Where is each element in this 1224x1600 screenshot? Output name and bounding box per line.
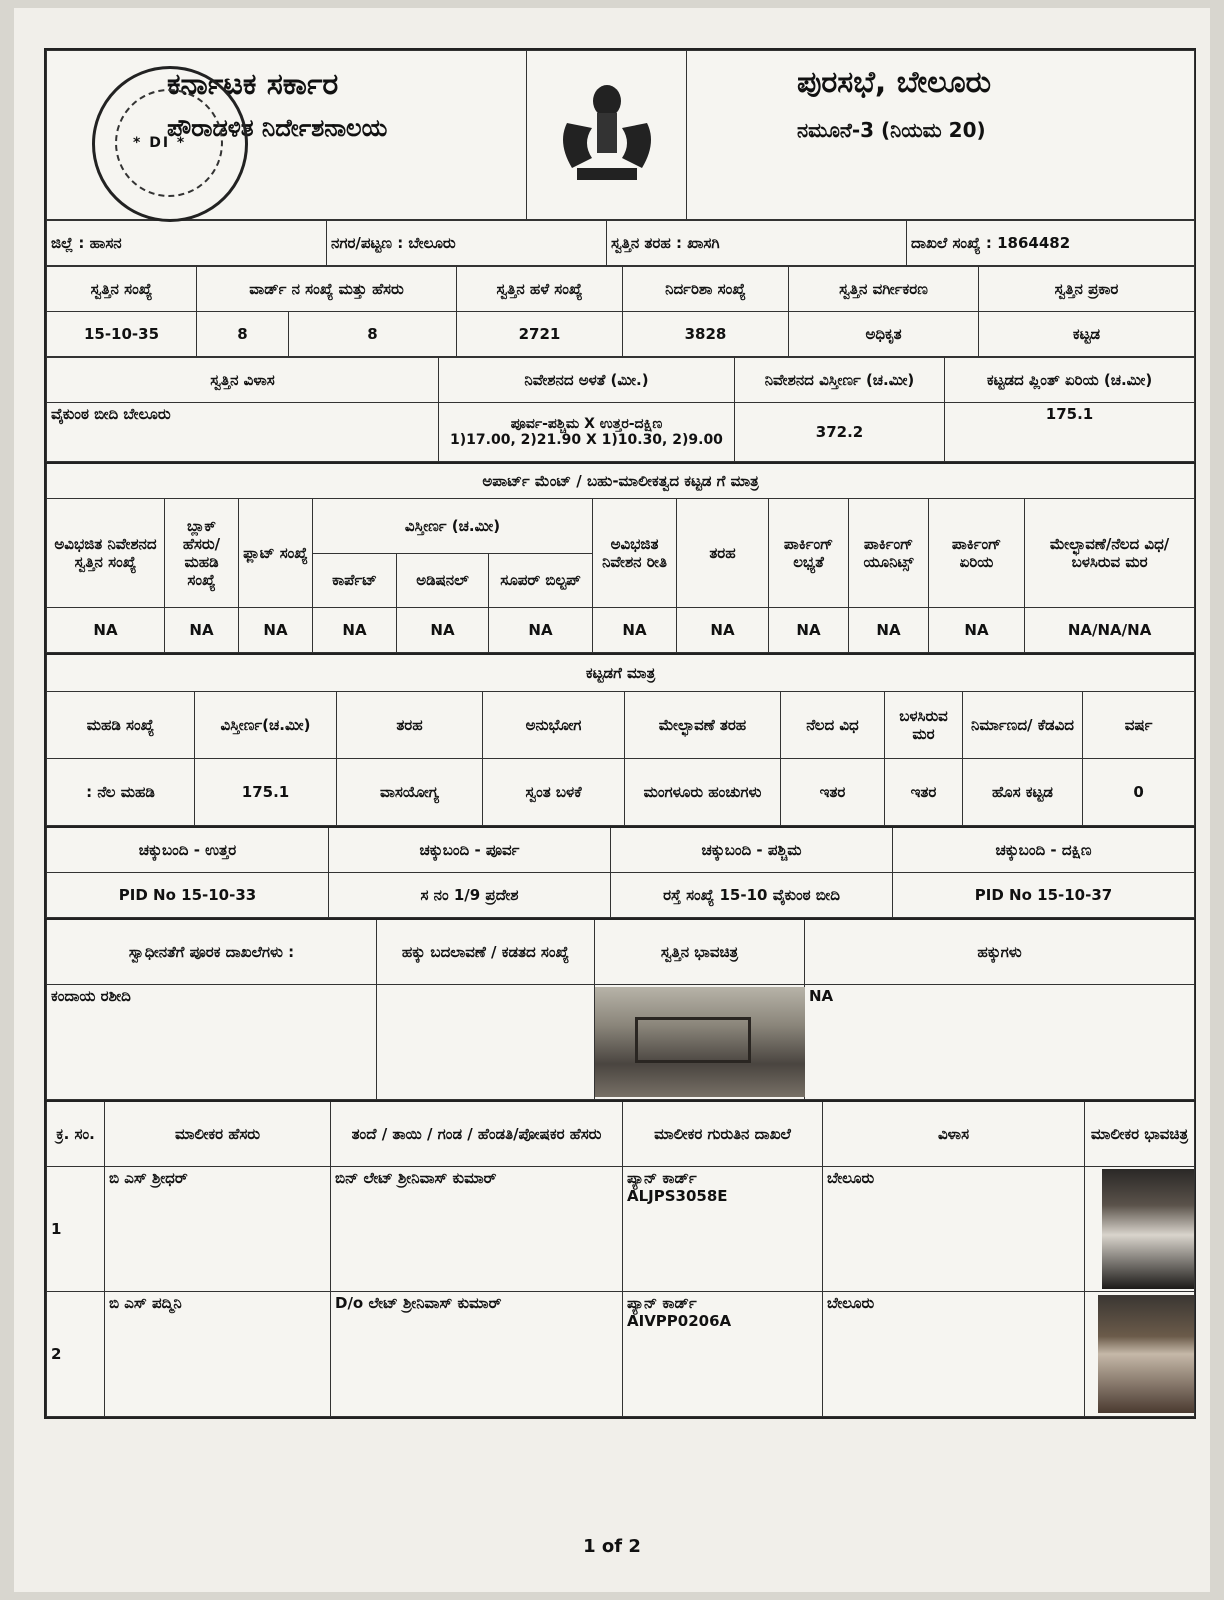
header-old-no: ಸ್ವತ್ತಿನ ಹಳೆ ಸಂಖ್ಯೆ xyxy=(457,267,623,312)
ward-no: 8 xyxy=(197,312,289,357)
owner-name: ಬಿ ಎಸ್ ಶ್ರೀಧರ್ xyxy=(105,1167,331,1292)
header-wood: ಬಳಸಿರುವ ಮರ xyxy=(885,692,963,759)
header-classification: ಸ್ವತ್ತಿನ ವರ್ಗೀಕರಣ xyxy=(789,267,979,312)
owner-photo-cell xyxy=(1085,1167,1195,1292)
office-seal-stamp xyxy=(92,66,248,222)
apartment-value: NA xyxy=(593,608,677,653)
supporting-doc-value: ಕಂದಾಯ ರಶೀದಿ xyxy=(47,985,377,1100)
building-type-value: ವಾಸಯೋಗ್ಯ xyxy=(337,759,483,826)
municipality-title: ಪುರಸಭೆ, ಬೇಲೂರು xyxy=(797,65,992,100)
property-photo xyxy=(595,987,805,1097)
header-parking-availability: ಪಾರ್ಕಿಂಗ್ ಲಭ್ಯತೆ xyxy=(769,499,849,608)
usage-value: ಸ್ವಂತ ಬಳಕೆ xyxy=(483,759,625,826)
directorate-title: ಪೌರಾಡಳಿತ ನಿರ್ದೇಶನಾಲಯ xyxy=(167,114,388,142)
document-page xyxy=(14,8,1210,1592)
form-name: ನಮೂನೆ-3 (ನಿಯಮ 20) xyxy=(797,118,986,142)
property-no: 15-10-35 xyxy=(47,312,197,357)
building-area-value: 175.1 xyxy=(195,759,337,826)
apartment-value: NA xyxy=(239,608,313,653)
header-roof-floor-wood: ಮೇಲ್ಛಾವಣೆ/ನೆಲದ ವಿಧ/ಬಳಸಿರುವ ಮರ xyxy=(1025,499,1195,608)
header-property-kind: ಸ್ವತ್ತಿನ ಪ್ರಕಾರ xyxy=(979,267,1195,312)
owner-photo-cell xyxy=(1085,1292,1195,1417)
dimensions-cell xyxy=(439,403,735,462)
header-plinth-area: ಕಟ್ಟಡದ ಪ್ಲಿಂತ್ ಏರಿಯ (ಚ.ಮೀ) xyxy=(945,358,1195,403)
header-floor-type: ನೆಲದ ವಿಧ xyxy=(781,692,885,759)
owner-address: ಬೇಲೂರು xyxy=(823,1292,1085,1417)
dimension-value: 1)17.00, 2)21.90 X 1)10.30, 2)9.00 xyxy=(450,432,723,448)
apartment-title: ಅಪಾರ್ಟ್ ಮೆಂಟ್ / ಬಹು-ಮಾಲೀಕತ್ವದ ಕಟ್ಟಡ ಗೆ ಮಾತ್ರ xyxy=(47,463,1195,499)
owner-id-cell xyxy=(623,1167,823,1292)
header-relation: ತಂದೆ / ತಾಯಿ / ಗಂಡ / ಹೆಂಡತಿ/ಪೋಷಕರ ಹೆಸರು xyxy=(331,1101,623,1167)
owner-id-cell xyxy=(623,1292,823,1417)
page-number: 1 of 2 xyxy=(583,1536,641,1557)
site-area: 372.2 xyxy=(735,403,945,462)
ward-name: 8 xyxy=(289,312,457,357)
header-parking-units: ಪಾರ್ಕಿಂಗ್ ಯೂನಿಟ್ಸ್ xyxy=(849,499,929,608)
owner-address: ಬೇಲೂರು xyxy=(823,1167,1085,1292)
header-construction: ನಿರ್ಮಾಣದ/ ಕೆಡವಿದ xyxy=(963,692,1083,759)
district: ಜಿಲ್ಲೆ : ಹಾಸನ xyxy=(47,221,327,266)
header-floor: ಮಹಡಿ ಸಂಖ್ಯೆ xyxy=(47,692,195,759)
boundaries-table xyxy=(46,826,1195,918)
header-flat: ಫ್ಲಾಟ್ ಸಂಖ್ಯೆ xyxy=(239,499,313,608)
apartment-value: NA xyxy=(769,608,849,653)
apartment-value: NA xyxy=(47,608,165,653)
owner-id-type: ಪ್ಯಾನ್ ಕಾರ್ಡ್ xyxy=(627,1169,697,1187)
header-mutation-no: ಹಕ್ಕು ಬದಲಾವಣೆ / ಕಡತದ ಸಂಖ್ಯೆ xyxy=(377,919,595,985)
classification: ಅಧಿಕೃತ xyxy=(789,312,979,357)
floor-value: : ನೆಲ ಮಹಡಿ xyxy=(47,759,195,826)
address-value: ವೈಕುಂಠ ಬೀದಿ ಬೇಲೂರು xyxy=(47,403,439,462)
header-boundary-north: ಚಕ್ಕುಬಂದಿ - ಉತ್ತರ xyxy=(47,827,329,873)
assessment-no: 3828 xyxy=(623,312,789,357)
property-table xyxy=(46,266,1195,357)
entry-number: ದಾಖಲೆ ಸಂಖ್ಯೆ : 1864482 xyxy=(907,221,1195,266)
old-no: 2721 xyxy=(457,312,623,357)
header-property-photo: ಸ್ವತ್ತಿನ ಭಾವಚಿತ್ರ xyxy=(595,919,805,985)
header-boundary-west: ಚಕ್ಕುಬಂದಿ - ಪಶ್ಚಿಮ xyxy=(611,827,893,873)
boundary-south: PID No 15-10-37 xyxy=(893,873,1195,918)
header-owner-photo: ಮಾಲೀಕರ ಭಾವಚಿತ್ರ xyxy=(1085,1101,1195,1167)
owner-photo xyxy=(1102,1169,1194,1289)
table-row xyxy=(47,1292,1195,1417)
header-year: ವರ್ಷ xyxy=(1083,692,1195,759)
header-property-no: ಸ್ವತ್ತಿನ ಸಂಖ್ಯೆ xyxy=(47,267,197,312)
owners-table xyxy=(46,1100,1195,1417)
header-roof-type: ಮೇಲ್ಛಾವಣೆ ತರಹ xyxy=(625,692,781,759)
owner-id-number: ALJPS3058E xyxy=(627,1187,728,1205)
header-dimensions: ನಿವೇಶನದ ಅಳತೆ (ಮೀ.) xyxy=(439,358,735,403)
header-share: ಅವಿಭಜಿತ ನಿವೇಶನ ರೀತಿ xyxy=(593,499,677,608)
header-site-area: ನಿವೇಶನದ ವಿಸ್ತೀರ್ಣ (ಚ.ಮೀ) xyxy=(735,358,945,403)
state-emblem-icon xyxy=(547,73,667,193)
roof-type-value: ಮಂಗಳೂರು ಹಂಚುಗಳು xyxy=(625,759,781,826)
header-ward: ವಾರ್ಡ್ ನ ಸಂಖ್ಯೆ ಮತ್ತು ಹೆಸರು xyxy=(197,267,457,312)
owner-sno: 1 xyxy=(47,1167,105,1292)
owner-id-type: ಪ್ಯಾನ್ ಕಾರ್ಡ್ xyxy=(627,1294,697,1312)
boundary-north: PID No 15-10-33 xyxy=(47,873,329,918)
apartment-value: NA xyxy=(165,608,239,653)
floor-type-value: ಇತರ xyxy=(781,759,885,826)
owner-id-number: AIVPP0206A xyxy=(627,1312,732,1330)
header-sno: ಕ್ರ. ಸಂ. xyxy=(47,1101,105,1167)
owner-photo xyxy=(1098,1295,1194,1413)
owner-sno: 2 xyxy=(47,1292,105,1417)
header-address: ಸ್ವತ್ತಿನ ವಿಳಾಸ xyxy=(47,358,439,403)
header-type: ತರಹ xyxy=(677,499,769,608)
table-row xyxy=(47,1167,1195,1292)
city: ನಗರ/ಪಟ್ಟಣ : ಬೇಲೂರು xyxy=(327,221,607,266)
apartment-value: NA xyxy=(677,608,769,653)
owner-name: ಬಿ ಎಸ್ ಪದ್ಮಿನಿ xyxy=(105,1292,331,1417)
apartment-value: NA/NA/NA xyxy=(1025,608,1195,653)
plinth-area: 175.1 xyxy=(945,403,1195,462)
header-additional: ಅಡಿಷನಲ್ xyxy=(397,553,489,608)
apartment-table xyxy=(46,462,1195,653)
header-assessment-no: ನಿರ್ದರಿಶಾ ಸಂಖ್ಯೆ xyxy=(623,267,789,312)
header-parking-area: ಪಾರ್ಕಿಂಗ್ ಏರಿಯ xyxy=(929,499,1025,608)
property-type: ಸ್ವತ್ತಿನ ತರಹ : ಖಾಸಗಿ xyxy=(607,221,907,266)
address-table xyxy=(46,357,1195,462)
year-value: 0 xyxy=(1083,759,1195,826)
wood-value: ಇತರ xyxy=(885,759,963,826)
header-owner-address: ವಿಳಾಸ xyxy=(823,1101,1085,1167)
header-rights: ಹಕ್ಕುಗಳು xyxy=(805,919,1195,985)
rights-value: NA xyxy=(805,985,1195,1100)
header-block: ಬ್ಲಾಕ್ ಹೆಸರು/ ಮಹಡಿ ಸಂಖ್ಯೆ xyxy=(165,499,239,608)
mutation-no-value xyxy=(377,985,595,1100)
emblem-cell xyxy=(527,51,687,220)
owner-relation: D/o ಲೇಟ್ ಶ್ರೀನಿವಾಸ್ ಕುಮಾರ್ xyxy=(331,1292,623,1417)
header-carpet: ಕಾರ್ಪೆಟ್ xyxy=(313,553,397,608)
header-superbuiltup: ಸೂಪರ್ ಬಿಲ್ಟಪ್ xyxy=(489,553,593,608)
boundary-west: ರಸ್ತೆ ಸಂಖ್ಯೆ 15-10 ವೈಕುಂಠ ಬೀದಿ xyxy=(611,873,893,918)
header-owner-id: ಮಾಲೀಕರ ಗುರುತಿನ ದಾಖಲೆ xyxy=(623,1101,823,1167)
building-title: ಕಟ್ಟಡಗೆ ಮಾತ್ರ xyxy=(47,654,1195,692)
header-undivided-no: ಅವಿಭಜಿತ ನಿವೇಶನದ ಸ್ವತ್ತಿನ ಸಂಖ್ಯೆ xyxy=(47,499,165,608)
header-right xyxy=(687,51,1195,220)
property-photo-cell xyxy=(595,985,805,1100)
info-table xyxy=(46,220,1195,266)
header-supporting-docs: ಸ್ವಾಧೀನತೆಗೆ ಪೂರಕ ದಾಖಲೆಗಳು : xyxy=(47,919,377,985)
owner-relation: ಬಿನ್ ಲೇಟ್ ಶ್ರೀನಿವಾಸ್ ಕುಮಾರ್ xyxy=(331,1167,623,1292)
construction-value: ಹೊಸ ಕಟ್ಟಡ xyxy=(963,759,1083,826)
header-boundary-east: ಚಕ್ಕುಬಂದಿ - ಪೂರ್ವ xyxy=(329,827,611,873)
apartment-value: NA xyxy=(489,608,593,653)
govt-title: ಕರ್ನಾಟಕ ಸರ್ಕಾರ xyxy=(167,67,339,102)
header-boundary-south: ಚಕ್ಕುಬಂದಿ - ದಕ್ಷಿಣ xyxy=(893,827,1195,873)
property-form xyxy=(44,48,1196,1419)
header-area: ವಿಸ್ತೀರ್ಣ (ಚ.ಮೀ) xyxy=(313,499,593,554)
seal-mark-icon: * DI * xyxy=(133,135,187,151)
apartment-value: NA xyxy=(397,608,489,653)
dimension-label: ಪೂರ್ವ-ಪಶ್ಚಿಮ X ಉತ್ತರ-ದಕ್ಷಿಣ xyxy=(510,416,663,432)
apartment-value: NA xyxy=(313,608,397,653)
apartment-value: NA xyxy=(849,608,929,653)
header-building-type: ತರಹ xyxy=(337,692,483,759)
apartment-value: NA xyxy=(929,608,1025,653)
building-table xyxy=(46,653,1195,826)
boundary-east: ಸ ನಂ 1/9 ಪ್ರದೇಶ xyxy=(329,873,611,918)
documents-table xyxy=(46,918,1195,1100)
property-kind: ಕಟ್ಟಡ xyxy=(979,312,1195,357)
header-owner-name: ಮಾಲೀಕರ ಹೆಸರು xyxy=(105,1101,331,1167)
header-building-area: ವಿಸ್ತೀರ್ಣ(ಚ.ಮೀ) xyxy=(195,692,337,759)
header-usage: ಅನುಭೋಗ xyxy=(483,692,625,759)
